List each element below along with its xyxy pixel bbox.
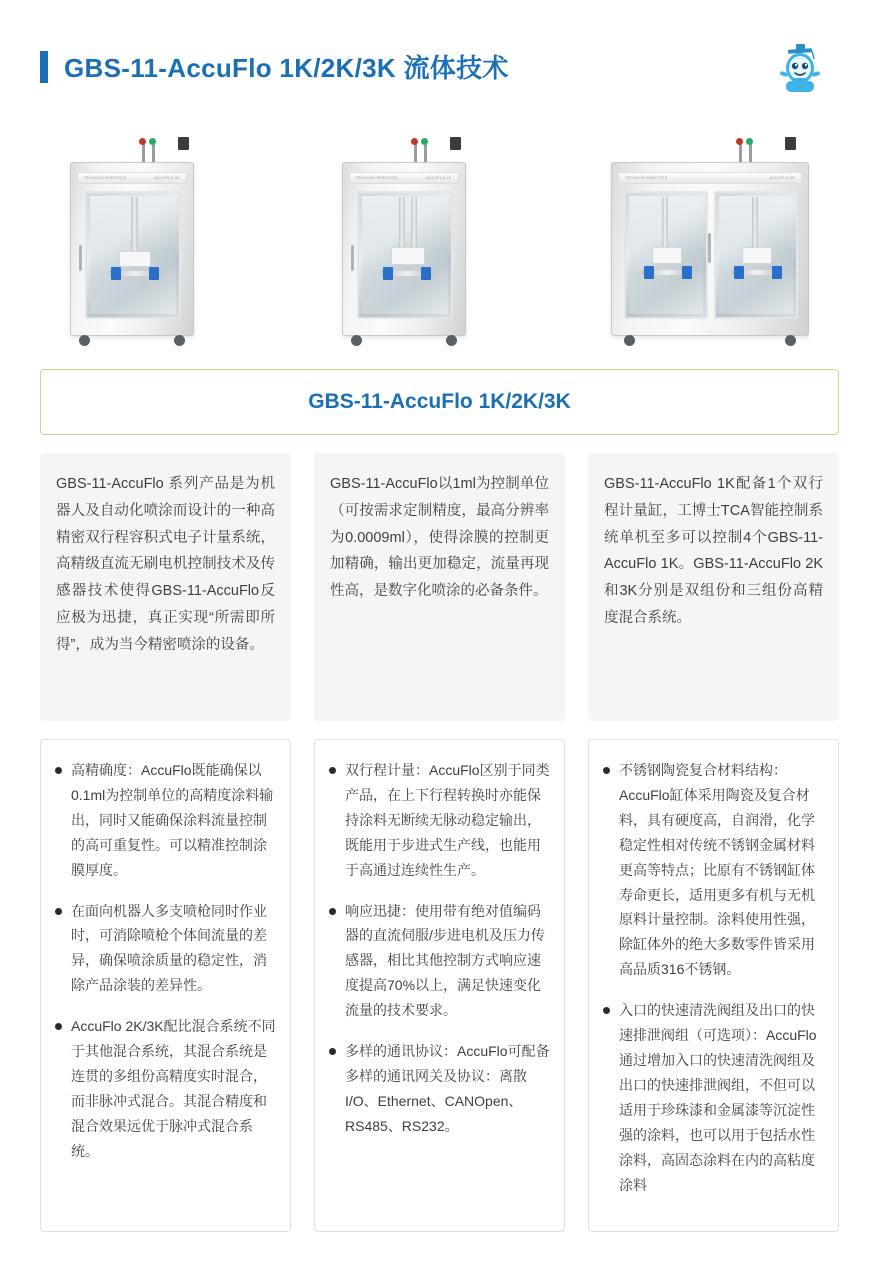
- list-item: [325, 758, 550, 883]
- feature-text: 双行程计量：AccuFlo区别于同类产品，在上下行程转换时亦能保持涂料无断续无脉动稳定输出，既能用于步进式生产线，也能用于高通过连续性生产。: [345, 762, 550, 878]
- bullet-dot-icon: [603, 767, 610, 774]
- page-header: [30, 0, 849, 107]
- brand-left-1: TECHCON ROBOTICS: [84, 176, 127, 180]
- feature-text: AccuFlo 2K/3K配比混合系统不同于其他混合系统，其混合系统是连贯的多组份高精度实时混合，而非脉冲式混合。其混合精度和混合效果远优于脉冲式混合系统。: [71, 1018, 276, 1159]
- product-brand-strip-1: [77, 172, 187, 184]
- list-item: [599, 998, 824, 1197]
- list-item: [51, 1014, 276, 1163]
- description-card-2: GBS-11-AccuFlo以1ml为控制单位（可按需求定制精度，最高分辨率为0.0009ml），使得涂膜的控制更加精确，输出更加稳定，流量再现性高，是数字化喷涂的必备条件。: [314, 453, 565, 721]
- product-image-row: [30, 107, 849, 357]
- feature-text: 响应迅捷：使用带有绝对值编码器的直流伺服/步进电机及压力传感器，相比其他控制方式响应速度提高70%以上，满足快速变化流量的技术要求。: [345, 902, 545, 1019]
- bullet-dot-icon: [55, 908, 62, 915]
- brand-left-3: TECHCON ROBOTICS: [625, 176, 668, 180]
- list-item: [325, 899, 550, 1024]
- bullet-dot-icon: [329, 1048, 336, 1055]
- feature-text: 不锈钢陶瓷复合材料结构：AccuFlo缸体采用陶瓷及复合材料，具有硬度高，自润滑，化学稳定性相对传统不锈钢金属材料更高等特点；比原有不锈钢缸体寿命更长，适用更多有机与无机原料计量控制。涂料使用性强，除缸体外的绝大多数零件皆采用高品质316不锈钢。: [619, 762, 815, 978]
- bullet-dot-icon: [603, 1007, 610, 1014]
- feature-text: 高精确度：AccuFlo既能确保以0.1ml为控制单位的高精度涂料输出，同时又能确保涂料流量控制的高可重复性。可以精准控制涂膜厚度。: [71, 762, 274, 878]
- product-image-3: [607, 132, 815, 347]
- page-title: GBS-11-AccuFlo 1K/2K/3K 流体技术: [64, 53, 509, 83]
- feature-card-3: [588, 739, 839, 1232]
- product-brand-strip-3: [618, 172, 802, 184]
- product-title: GBS-11-AccuFlo 1K/2K/3K: [308, 390, 571, 413]
- mascot-logo-icon: [769, 38, 831, 100]
- list-item: [325, 1039, 550, 1139]
- bullet-dot-icon: [329, 908, 336, 915]
- feature-text: 入口的快速清洗阀组及出口的快速排泄阀组（可选项）：AccuFlo通过增加入口的快速清洗阀组及出口的快速排泄阀组，不但可以适用于珍珠漆和金属漆等沉淀性强的涂料，也可以用于包括水性涂料，高固态涂料在内的高粘度涂料: [619, 1002, 817, 1193]
- list-item: [599, 758, 824, 982]
- product-title-band: [40, 369, 839, 435]
- brand-right-2: ACCUFLO 2K: [425, 176, 452, 180]
- list-item: [51, 899, 276, 999]
- feature-text: 多样的通讯协议：AccuFlo可配备多样的通讯网关及协议：离散I/O、Ethernet、CANOpen、RS485、RS232。: [345, 1043, 550, 1134]
- brand-right-1: ACCUFLO 1K: [154, 176, 180, 180]
- header-accent-bar: [40, 51, 48, 83]
- brand-left-2: TECHCON ROBOTICS: [355, 176, 398, 180]
- product-image-1: [64, 132, 200, 347]
- brand-right-3: ACCUFLO 3K: [769, 176, 795, 180]
- bullet-dot-icon: [55, 767, 62, 774]
- description-card-row: [40, 453, 839, 721]
- feature-card-2: [314, 739, 565, 1232]
- description-card-1: GBS-11-AccuFlo 系列产品是为机器人及自动化喷涂而设计的一种高精密双行程容积式电子计量系统，高精级直流无刷电机控制技术及传感器技术使得GBS-11-AccuFlo反应极为迅捷，真正实现“所需即所得”，成为当今精密喷涂的设备。: [40, 453, 291, 721]
- product-image-2: [336, 132, 472, 347]
- feature-text: 在面向机器人多支喷枪同时作业时，可消除喷枪个体间流量的差异，确保喷涂质量的稳定性，消除产品涂装的差异性。: [71, 902, 267, 994]
- description-card-3: GBS-11-AccuFlo 1K配备1个双行程计量缸，工博士TCA智能控制系统单机至多可以控制4个GBS-11-AccuFlo 1K。GBS-11-AccuFlo 2K和3K分别是双组份和三组份高精度混合系统。: [588, 453, 839, 721]
- list-item: [51, 758, 276, 883]
- bullet-dot-icon: [329, 767, 336, 774]
- feature-card-1: [40, 739, 291, 1232]
- product-brand-strip-2: [349, 172, 459, 184]
- bullet-dot-icon: [55, 1023, 62, 1030]
- feature-card-row: [40, 739, 839, 1232]
